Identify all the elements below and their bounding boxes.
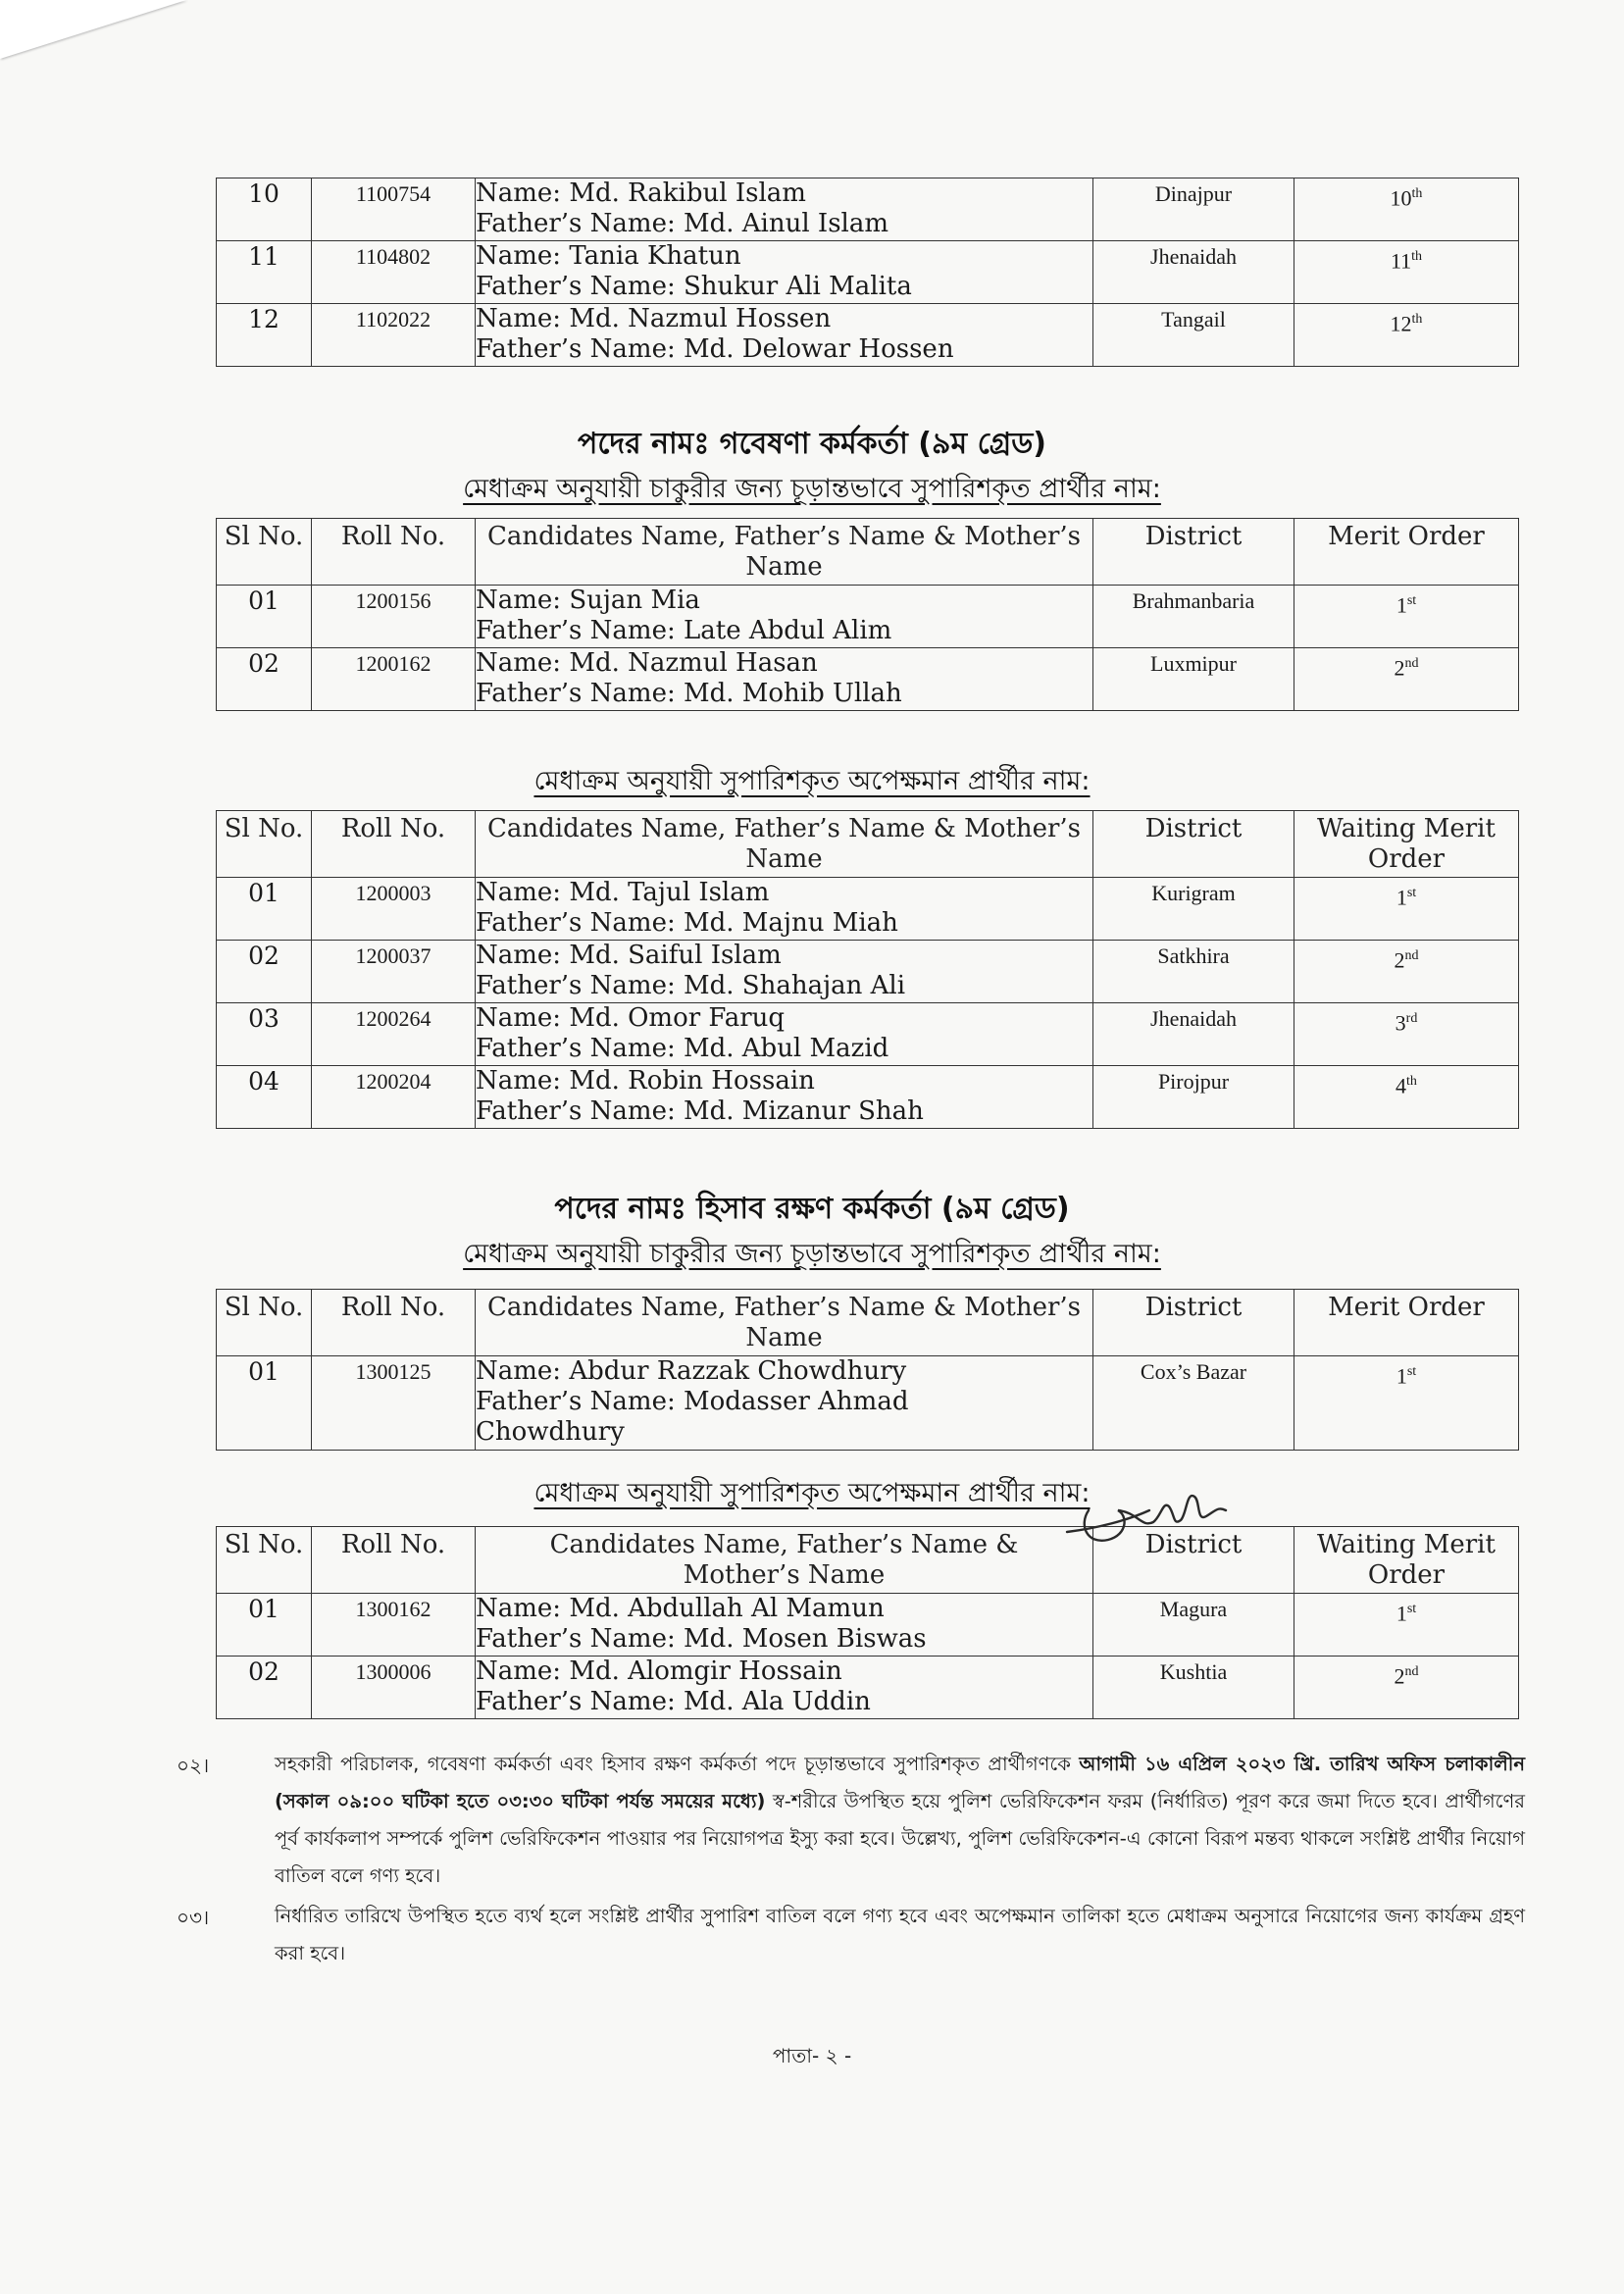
- header-waiting-merit: Waiting Merit Order: [1294, 811, 1519, 878]
- father-name: Father’s Name: Md. Mizanur Shah: [476, 1096, 924, 1126]
- district-cell: Dinajpur: [1093, 178, 1294, 241]
- merit-cell: [1294, 1594, 1519, 1657]
- merit-number: 3: [1395, 1010, 1406, 1036]
- roll-cell: 1200037: [312, 941, 476, 1003]
- header-district: District: [1093, 1527, 1294, 1594]
- father-name: Father’s Name: Md. Abul Mazid: [476, 1034, 889, 1063]
- table-row: [217, 648, 1519, 711]
- candidate-cell: [476, 648, 1093, 711]
- father-name: Father’s Name: Md. Mohib Ullah: [476, 679, 902, 708]
- table-row: [217, 878, 1519, 941]
- candidate-name: Name: Md. Tajul Islam: [476, 878, 770, 907]
- merit-suffix: st: [1406, 886, 1417, 900]
- merit-number: 2: [1394, 655, 1405, 681]
- merit-number: 1: [1396, 592, 1407, 618]
- roll-cell: 1300006: [312, 1657, 476, 1719]
- merit-number: 1: [1396, 1601, 1407, 1626]
- page-corner-fold: [0, 0, 186, 59]
- roll-cell: 1200156: [312, 586, 476, 648]
- sl-cell: 11: [217, 241, 312, 304]
- merit-number: 2: [1394, 1663, 1405, 1689]
- candidate-cell: [476, 304, 1093, 367]
- sl-cell: 01: [217, 1356, 312, 1451]
- candidate-cell: [476, 941, 1093, 1003]
- header-district: District: [1093, 1290, 1294, 1356]
- candidate-name: Name: Md. Alomgir Hossain: [476, 1657, 842, 1686]
- merit-suffix: th: [1411, 249, 1423, 264]
- header-sl: Sl No.: [217, 1290, 312, 1356]
- candidate-name: Name: Abdur Razzak Chowdhury: [476, 1356, 907, 1386]
- table-research-waiting: [216, 810, 1519, 1129]
- candidate-cell: [476, 1003, 1093, 1066]
- candidate-name: Name: Sujan Mia: [476, 586, 700, 615]
- candidate-name: Name: Md. Robin Hossain: [476, 1066, 815, 1096]
- district-cell: Kurigram: [1093, 878, 1294, 941]
- candidate-name: Name: Md. Omor Faruq: [476, 1003, 786, 1033]
- paragraph-02-bold-text: আগামী ১৬ এপ্রিল ২০২৩ খ্রি. তারিখ অফিস চলাকালীন (সকাল ০৯:০০ ঘটিকা হতে ০৩:৩০ ঘটিকা পর্যন্ত সময়ের মধ্যে): [275, 1753, 1525, 1812]
- merit-cell: [1294, 878, 1519, 941]
- merit-suffix: nd: [1404, 656, 1419, 671]
- roll-cell: 1200264: [312, 1003, 476, 1066]
- header-roll: Roll No.: [312, 811, 476, 878]
- merit-suffix: th: [1411, 312, 1423, 327]
- sl-cell: 10: [217, 178, 312, 241]
- district-cell: Luxmipur: [1093, 648, 1294, 711]
- table-row: [217, 178, 1519, 241]
- sl-cell: 02: [217, 648, 312, 711]
- father-name: Father’s Name: Shukur Ali Malita: [476, 272, 912, 301]
- header-candidate: Candidates Name, Father’s Name & Mother’s Name: [476, 1290, 1093, 1356]
- father-name: Father’s Name: Md. Ala Uddin: [476, 1687, 871, 1716]
- header-candidate-line2: Mother’s Name: [683, 1560, 886, 1590]
- subtitle-accounts-waiting: মেধাক্রম অনুযায়ী সুপারিশকৃত অপেক্ষমান প্রার্থীর নাম:: [533, 1478, 1091, 1508]
- merit-number: 12: [1390, 311, 1412, 336]
- merit-suffix: st: [1406, 1364, 1417, 1379]
- header-candidate: Candidates Name, Father’s Name & Mother’s Name: [476, 519, 1093, 586]
- header-candidate: [476, 1527, 1093, 1594]
- district-cell: Jhenaidah: [1093, 241, 1294, 304]
- table-header-row: [217, 1527, 1519, 1594]
- header-roll: Roll No.: [312, 519, 476, 586]
- table-header-row: [217, 1290, 1519, 1356]
- roll-cell: 1102022: [312, 304, 476, 367]
- candidate-name: Name: Md. Nazmul Hossen: [476, 304, 832, 333]
- candidate-name: Name: Md. Saiful Islam: [476, 941, 782, 970]
- table-continued: [216, 178, 1519, 367]
- page-number: পাতা- ২ -: [772, 2044, 852, 2067]
- father-name-cont: Chowdhury: [476, 1417, 625, 1447]
- roll-cell: 1300162: [312, 1594, 476, 1657]
- roll-cell: 1200003: [312, 878, 476, 941]
- merit-cell: [1294, 941, 1519, 1003]
- sl-cell: 01: [217, 1594, 312, 1657]
- merit-cell: [1294, 178, 1519, 241]
- table-row: [217, 304, 1519, 367]
- sl-cell: 12: [217, 304, 312, 367]
- header-sl: Sl No.: [217, 811, 312, 878]
- sl-cell: 02: [217, 941, 312, 1003]
- sl-cell: 02: [217, 1657, 312, 1719]
- roll-cell: 1300125: [312, 1356, 476, 1451]
- candidate-cell: [476, 586, 1093, 648]
- sl-cell: 03: [217, 1003, 312, 1066]
- header-candidate-line1: Candidates Name, Father’s Name &: [549, 1530, 1019, 1559]
- table-row: [217, 1066, 1519, 1129]
- merit-cell: [1294, 1356, 1519, 1451]
- header-sl: Sl No.: [217, 1527, 312, 1594]
- candidate-cell: [476, 1356, 1093, 1451]
- candidate-name: Name: Tania Khatun: [476, 241, 741, 271]
- table-accounts-final: [216, 1289, 1519, 1451]
- roll-cell: 1200162: [312, 648, 476, 711]
- table-header-row: [217, 811, 1519, 878]
- table-row: [217, 941, 1519, 1003]
- father-name: Father’s Name: Late Abdul Alim: [476, 616, 892, 645]
- merit-number: 10: [1390, 185, 1412, 211]
- section-title-accounts: পদের নামঃ হিসাব রক্ষণ কর্মকর্তা (৯ম গ্রেড): [554, 1192, 1070, 1226]
- merit-number: 2: [1394, 947, 1405, 973]
- merit-number: 4: [1396, 1073, 1407, 1098]
- merit-cell: [1294, 1657, 1519, 1719]
- father-name: Father’s Name: Modasser Ahmad: [476, 1387, 909, 1416]
- table-row: [217, 1657, 1519, 1719]
- merit-suffix: rd: [1405, 1011, 1418, 1026]
- merit-cell: [1294, 1066, 1519, 1129]
- subtitle-accounts-final: মেধাক্রম অনুযায়ী চাকুরীর জন্য চূড়ান্তভাবে সুপারিশকৃত প্রার্থীর নাম:: [463, 1239, 1161, 1269]
- merit-suffix: nd: [1404, 1664, 1419, 1679]
- table-row: [217, 1356, 1519, 1451]
- sl-cell: 01: [217, 878, 312, 941]
- district-cell: Brahmanbaria: [1093, 586, 1294, 648]
- table-row: [217, 1003, 1519, 1066]
- table-row: [217, 241, 1519, 304]
- sl-cell: 01: [217, 586, 312, 648]
- signature-icon: [1059, 1471, 1236, 1559]
- candidate-cell: [476, 178, 1093, 241]
- paragraph-02: [275, 1746, 1525, 1895]
- merit-number: 1: [1396, 885, 1407, 910]
- roll-cell: 1200204: [312, 1066, 476, 1129]
- paragraph-02-text-a: সহকারী পরিচালক, গবেষণা কর্মকর্তা এবং হিসাব রক্ষণ কর্মকর্তা পদে চূড়ান্তভাবে সুপারিশকৃত প্রার্থীগণকে: [275, 1753, 1080, 1775]
- paragraph-number-02: ০২।: [177, 1754, 210, 1777]
- candidate-name: Name: Md. Nazmul Hasan: [476, 648, 818, 678]
- merit-suffix: st: [1406, 1602, 1417, 1616]
- district-cell: Cox’s Bazar: [1093, 1356, 1294, 1451]
- district-cell: Jhenaidah: [1093, 1003, 1294, 1066]
- header-waiting-merit: Waiting Merit Order: [1294, 1527, 1519, 1594]
- header-sl: Sl No.: [217, 519, 312, 586]
- subtitle-research-waiting: মেধাক্রম অনুযায়ী সুপারিশকৃত অপেক্ষমান প্রার্থীর নাম:: [533, 766, 1091, 796]
- paragraph-number-03: ০৩।: [177, 1906, 210, 1929]
- merit-number: 11: [1390, 248, 1412, 274]
- roll-cell: 1100754: [312, 178, 476, 241]
- header-district: District: [1093, 519, 1294, 586]
- table-accounts-waiting: [216, 1526, 1519, 1719]
- merit-suffix: th: [1411, 186, 1423, 201]
- merit-suffix: th: [1406, 1074, 1417, 1089]
- district-cell: Tangail: [1093, 304, 1294, 367]
- candidate-cell: [476, 1657, 1093, 1719]
- paragraph-02-text-c: স্ব-শরীরে উপস্থিত হয়ে পুলিশ ভেরিফিকেশন ফরম (নির্ধারিত) পূরণ করে জমা দিতে হবে। প্রার্থীগণের পূর্ব কার্যকলাপ সম্পর্কে পুলিশ ভেরিফিকেশন পাওয়ার পর নিয়োগপত্র ইস্যু করা হবে। উল্লেখ্য, পুলিশ ভেরিফিকেশন-এ কোনো বিরূপ মন্তব্য থাকলে সংশ্লিষ্ট প্রার্থীর নিয়োগ বাতিল বলে গণ্য হবে।: [275, 1790, 1525, 1887]
- father-name: Father’s Name: Md. Majnu Miah: [476, 908, 898, 938]
- father-name: Father’s Name: Md. Ainul Islam: [476, 209, 889, 238]
- paragraph-03: নির্ধারিত তারিখে উপস্থিত হতে ব্যর্থ হলে সংশ্লিষ্ট প্রার্থীর সুপারিশ বাতিল বলে গণ্য হবে এবং অপেক্ষমান তালিকা হতে মেধাক্রম অনুসারে নিয়োগের জন্য কার্যক্রম গ্রহণ করা হবে।: [275, 1905, 1525, 1964]
- merit-number: 1: [1396, 1363, 1407, 1389]
- district-cell: Magura: [1093, 1594, 1294, 1657]
- header-merit: Merit Order: [1294, 519, 1519, 586]
- father-name: Father’s Name: Md. Mosen Biswas: [476, 1624, 927, 1654]
- table-research-final: [216, 518, 1519, 711]
- merit-cell: [1294, 1003, 1519, 1066]
- merit-suffix: nd: [1404, 948, 1419, 963]
- subtitle-research-final: মেধাক্রম অনুযায়ী চাকুরীর জন্য চূড়ান্তভাবে সুপারিশকৃত প্রার্থীর নাম:: [463, 474, 1161, 504]
- merit-suffix: st: [1406, 593, 1417, 608]
- table-row: [217, 1594, 1519, 1657]
- header-candidate: Candidates Name, Father’s Name & Mother’s Name: [476, 811, 1093, 878]
- candidate-name: Name: Md. Abdullah Al Mamun: [476, 1594, 885, 1623]
- candidate-name: Name: Md. Rakibul Islam: [476, 178, 806, 208]
- merit-cell: [1294, 304, 1519, 367]
- table-row: [217, 586, 1519, 648]
- roll-cell: 1104802: [312, 241, 476, 304]
- father-name: Father’s Name: Md. Delowar Hossen: [476, 334, 954, 364]
- header-merit: Merit Order: [1294, 1290, 1519, 1356]
- candidate-cell: [476, 1066, 1093, 1129]
- candidate-cell: [476, 241, 1093, 304]
- table-header-row: [217, 519, 1519, 586]
- candidate-cell: [476, 1594, 1093, 1657]
- district-cell: Kushtia: [1093, 1657, 1294, 1719]
- district-cell: Satkhira: [1093, 941, 1294, 1003]
- candidate-cell: [476, 878, 1093, 941]
- merit-cell: [1294, 648, 1519, 711]
- header-roll: Roll No.: [312, 1527, 476, 1594]
- header-district: District: [1093, 811, 1294, 878]
- sl-cell: 04: [217, 1066, 312, 1129]
- merit-cell: [1294, 241, 1519, 304]
- header-roll: Roll No.: [312, 1290, 476, 1356]
- father-name: Father’s Name: Md. Shahajan Ali: [476, 971, 906, 1000]
- section-title-research: পদের নামঃ গবেষণা কর্মকর্তা (৯ম গ্রেড): [577, 427, 1047, 461]
- district-cell: Pirojpur: [1093, 1066, 1294, 1129]
- merit-cell: [1294, 586, 1519, 648]
